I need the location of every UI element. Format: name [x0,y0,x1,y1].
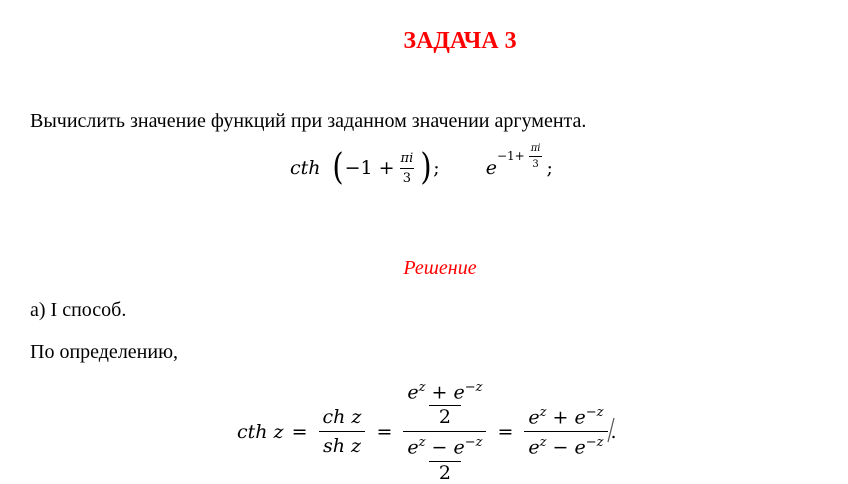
nested-den-expr: $e^z - e^{-z}$ [407,435,483,459]
exp-power [497,143,547,170]
exp-semicolon: ; [546,157,553,179]
exp-prefix: −1+ [496,149,525,163]
text-cursor-icon [606,417,616,443]
formula-definition [237,380,617,484]
period: . [610,420,617,443]
task-statement: Вычислить значение функций при заданном значении аргумента. [30,110,587,132]
exp-base: e [485,157,497,179]
frac-num: πi [400,150,414,166]
definition-label: По определению, [30,341,179,363]
final-num: $e^z + e^{-z}$ [528,405,604,429]
sh-z: sh z [319,431,365,457]
nested-fraction [403,380,486,484]
ch-z: ch z [322,406,362,429]
equals-2: = [376,420,393,443]
ch-over-sh [319,406,366,457]
final-fraction [524,405,607,459]
func-name: cth [290,157,321,179]
inner-prefix: −1 + [344,157,395,179]
exp-frac [528,143,544,170]
semicolon: ; [433,157,440,179]
nested-num-den: 2 [429,405,461,428]
right-paren: ) [420,147,432,188]
nested-den-den: 2 [429,461,461,484]
lhs: cth z [237,420,284,443]
exp-frac-num: πi [530,142,541,154]
page-title: ЗАДАЧА 3 [403,28,517,54]
pi-i-over-3 [398,151,417,186]
solution-heading: Решение [403,257,477,279]
left-paren: ( [331,147,344,188]
method-label: а) I способ. [30,299,127,321]
equals-1: = [291,420,308,443]
exp-frac-den: 3 [529,156,541,170]
final-den: $e^z - e^{-z}$ [524,431,607,458]
nested-num-expr: $e^z + e^{-z}$ [407,380,483,404]
nested-numerator [403,380,486,431]
nested-denominator [403,431,486,483]
equals-3: = [497,420,514,443]
frac-den: 3 [400,168,414,186]
